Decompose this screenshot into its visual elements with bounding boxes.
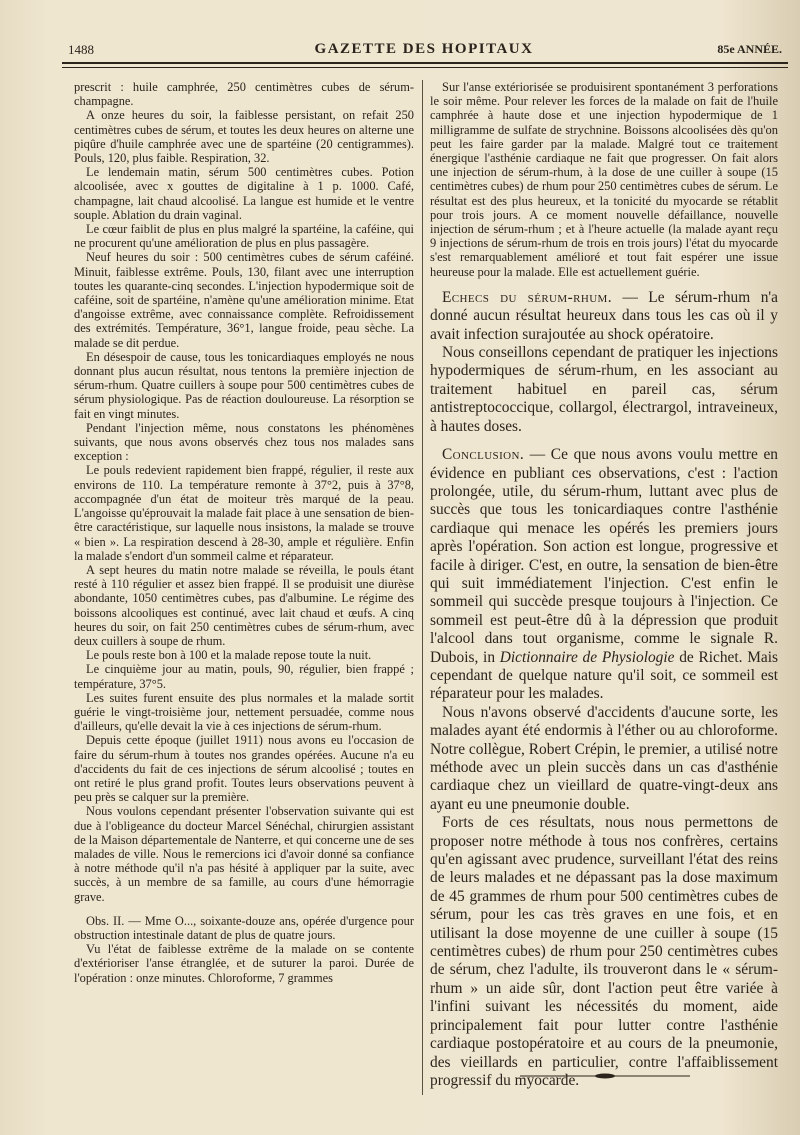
conclusion-paragraph — [430, 446, 778, 704]
echecs-paragraph — [430, 289, 778, 344]
paragraph: Nous n'avons observé d'accidents d'aucune sorte, les malades ayant été endormis à l'éther ou au chloroforme. Notre collègue, Robert Crépin, le premier, a utilisé notre méthode avec un plein succès dans un cas d'asthénie cardiaque chez un vieillard de quatre-vingt-deux ans ayant eu une pneumonie double. — [430, 703, 778, 813]
left-column — [74, 80, 414, 985]
page-header — [60, 40, 788, 60]
paragraph: prescrit : huile camphrée, 250 centimètres cubes de sérum-champagne. — [74, 80, 414, 109]
paragraph: Le pouls reste bon à 100 et la malade repose toute la nuit. — [86, 648, 372, 663]
paragraph: Sur l'anse extériorisée se produisirent spontanément 3 perforations le soir même. Pour relever les forces de la malade on fait de l'huile camphrée à haute dose et une injection hypodermique de 1 milligramme de sulfate de strychnine. Boissons alcoolisées dès qu'on peut les faire garder par la malade. Malgré tout ce traitement énergique l'asthénie cardiaque ne fait que progresser. On fait alors une injection de sérum-rhum, à la dose de une cuiller à soupe (15 centimètres cubes) de rhum pour 250 centimètres cubes de sérum. Le résultat est des plus heureux, et la tonicité du myocarde se rétablit pour trois jours. A ce moment nouvelle défaillance, nouvelle injection de sérum-rhum ; et à l'heure actuelle (la malade ayant reçu 9 injections de sérum-rhum de trois en trois jours) l'état du myocarde s'est remarquablement amélioré et tout fait espérer une issue heureuse pour la malade. Elle est actuellement guérie. — [430, 80, 778, 279]
paragraph: A sept heures du matin notre malade se réveilla, le pouls étant resté à 110 régulier et assez bien frappé. Il se produisit une diurèse abondante, 1050 centimètres cubes, pas d'albumine. Le régime des boissons alcooliques est continué, avec lait chaud et œufs. A cinq heures du soir, on fait 250 centimètres cubes de sérum-rhum, avec deux cuillers à soupe de rhum. — [74, 562, 414, 648]
paragraph: En désespoir de cause, tous les tonicardiaques employés ne nous donnant plus aucun résultat, nous tentons la première injection de sérum-rhum. Quatre cuillers à soupe pour 500 centimètres cubes de sérum physiologique. Pas de réaction douloureuse. La résorption se fait en vingt minutes. — [74, 349, 414, 421]
header-rule-thin — [62, 67, 788, 68]
observation-heading-paragraph: Obs. II. — Mme O..., soixante-douze ans, opérée d'urgence pour obstruction intestinale datant de plus de quatre jours. — [74, 913, 414, 942]
end-ornament — [520, 1073, 690, 1079]
dictionary-title: Dictionnaire de Physiologie — [499, 648, 675, 666]
paragraph: Les suites furent ensuite des plus normales et la malade sortit guérie le vingt-troisième jour, nettement persuadée, comme nous d'ailleurs, qu'elle devait la vie à ces injections de sérum-rhum. — [74, 690, 414, 734]
echecs-heading: Echecs du sérum-rhum. — [442, 288, 612, 306]
paragraph: Nous voulons cependant présenter l'observation suivante qui est due à l'obligeance du docteur Marcel Sénéchal, chirurgien assistant de la Maison départementale de Nanterre, et qui concerne une de ses malades de ville. Nous le remercions ici d'avoir donné sa confiance à notre méthode qu'il n'a pas hésité à appliquer par la suite, avec succès, à un membre de sa famille, au cours d'une hémorragie grave. — [74, 804, 414, 904]
journal-title: GAZETTE DES HOPITAUX — [314, 41, 534, 57]
paragraph: A onze heures du soir, la faiblesse persistant, on refait 250 centimètres cubes de sérum, et toutes les deux heures on alterne une piqûre d'huile camphrée avec une de spartéine (20 centigrammes). Pouls, 120, plus faible. Respiration, 32. — [74, 108, 414, 166]
paragraph: Pendant l'injection même, nous constatons les phénomènes suivants, que nous avons observés chez tous nos malades sans exception : — [74, 420, 414, 464]
paragraph: Le lendemain matin, sérum 500 centimètres cubes. Potion alcoolisée, avec x gouttes de digitaline à 1 p. 1000. Café, champagne, lait chaud alcoolisé. La langue est humide et le ventre souple. Ablation du drain vaginal. — [74, 165, 414, 222]
paragraph: Le cinquième jour au matin, pouls, 90, régulier, bien frappé ; température, 37°5. — [74, 662, 414, 691]
conclusion-text: — Ce que nous avons voulu mettre en évidence en publiant ces observations, c'est : l'action prolongée, utile, du sérum-rhum, luttant avec plus de succès que tous les tonicardiaques contre l'asthénie cardiaque qui menace les opérés les premiers jours après l'opération. Son action est longue, progressive et facile à diriger. C'est, en outre, la sensation de bien-être qui suit immédiatement l'injection. C'est enfin le sommeil qui succède presque toujours à l'injection. Ce sommeil est peut-être dû à la dépression que produit l'alcool dans tout organisme, comme le signale R. Dubois, in — [430, 446, 778, 666]
paragraph: Forts de ces résultats, nous nous permettons de proposer notre méthode à tous nos confrères, certains qu'en agissant avec prudence, surveillant l'état des reins de leurs malades et ne dépassant pas la dose maximum de 45 grammes de rhum pour 500 centimètres cubes de sérum, pour les cas très graves en une fois, et en utilisant la dose moyenne de une cuiller à soupe (15 centimètres cubes) de rhum pour 250 centimètres cubes de sérum, chez l'adulte, ils trouveront dans le « sérum-rhum » un aide sûr, dont l'action peut être variée à l'infini suivant les nécessités du moment, aide principalement fait pour lutter contre l'asthénie cardiaque postopératoire et au cours de la pneumonie, des vieillards en particulier, contre l'affaiblissement progressif du myocarde. — [430, 814, 778, 1089]
paragraph: Le cœur faiblit de plus en plus malgré la spartéine, la caféine, qui ne procurent qu'une amélioration de plus en plus passagère. — [74, 222, 414, 251]
paragraph: Depuis cette époque (juillet 1911) nous avons eu l'occasion de faire du sérum-rhum à toutes nos grandes opérées. Aucune n'a eu d'accidents du fait de ces injections de sérum alcoolisé ; toutes en ont retiré le plus grand profit. Toutes leurs observations peuvent à peu près se calquer sur la première. — [74, 733, 414, 805]
paragraph: Neuf heures du soir : 500 centimètres cubes de sérum caféiné. Minuit, faiblesse extrême. Pouls, 130, filant avec une interruption toutes les quarante-cinq secondes. L'injection hypodermique soit de caféine, soit de spartéine, n'amène qu'une amélioration minime. Etat d'angoisse extrême, avec connaissance complète. Refroidissement des extrémités. Température, 36°1, langue froide, peau sèche. La malade se dit perdue. — [74, 250, 414, 350]
column-divider — [422, 80, 423, 1095]
header-rule-thick — [62, 62, 788, 64]
right-column — [430, 80, 778, 1090]
paragraph: Le pouls redevient rapidement bien frappé, régulier, il reste aux environs de 110. La température remonte à 37°2, puis à 37°8, accompagnée d'un état de moiteur très marqué de la peau. L'angoisse qu'éprouvait la malade fait place à une sensation de bien-être caractéristique, sur laquelle nous insistons, la malade se trouve « bien ». La respiration descend à 28-30, ample et régulière. Enfin la malade s'endort d'un sommeil calme et réparateur. — [74, 463, 414, 563]
paragraph: Nous conseillons cependant de pratiquer les injections hypodermiques de sérum-rhum, en les associant au traitement habituel en pareil cas, sérum antistreptococcique, collargol, électrargol, intraveineux, à hautes doses. — [430, 344, 778, 435]
conclusion-heading: Conclusion. — [442, 446, 525, 464]
page-number: 1488 — [68, 42, 94, 57]
paragraph: Vu l'état de faiblesse extrême de la malade on se contente d'extérioriser l'anse étranglée, et de suturer la paroi. Durée de l'opération : onze minutes. Chloroforme, 7 grammes — [74, 942, 414, 985]
year-label: 85e ANNÉE. — [717, 42, 782, 56]
echecs-text: — Le sérum-rhum n'a donné aucun résultat heureux dans tous les cas où il y avait infection surajoutée au shock opératoire. — [430, 288, 778, 343]
conclusion-tail: de Richet. Mais cependant de quelque nature qu'il soit, ce sommeil est réparateur pour les malades. — [430, 648, 779, 703]
